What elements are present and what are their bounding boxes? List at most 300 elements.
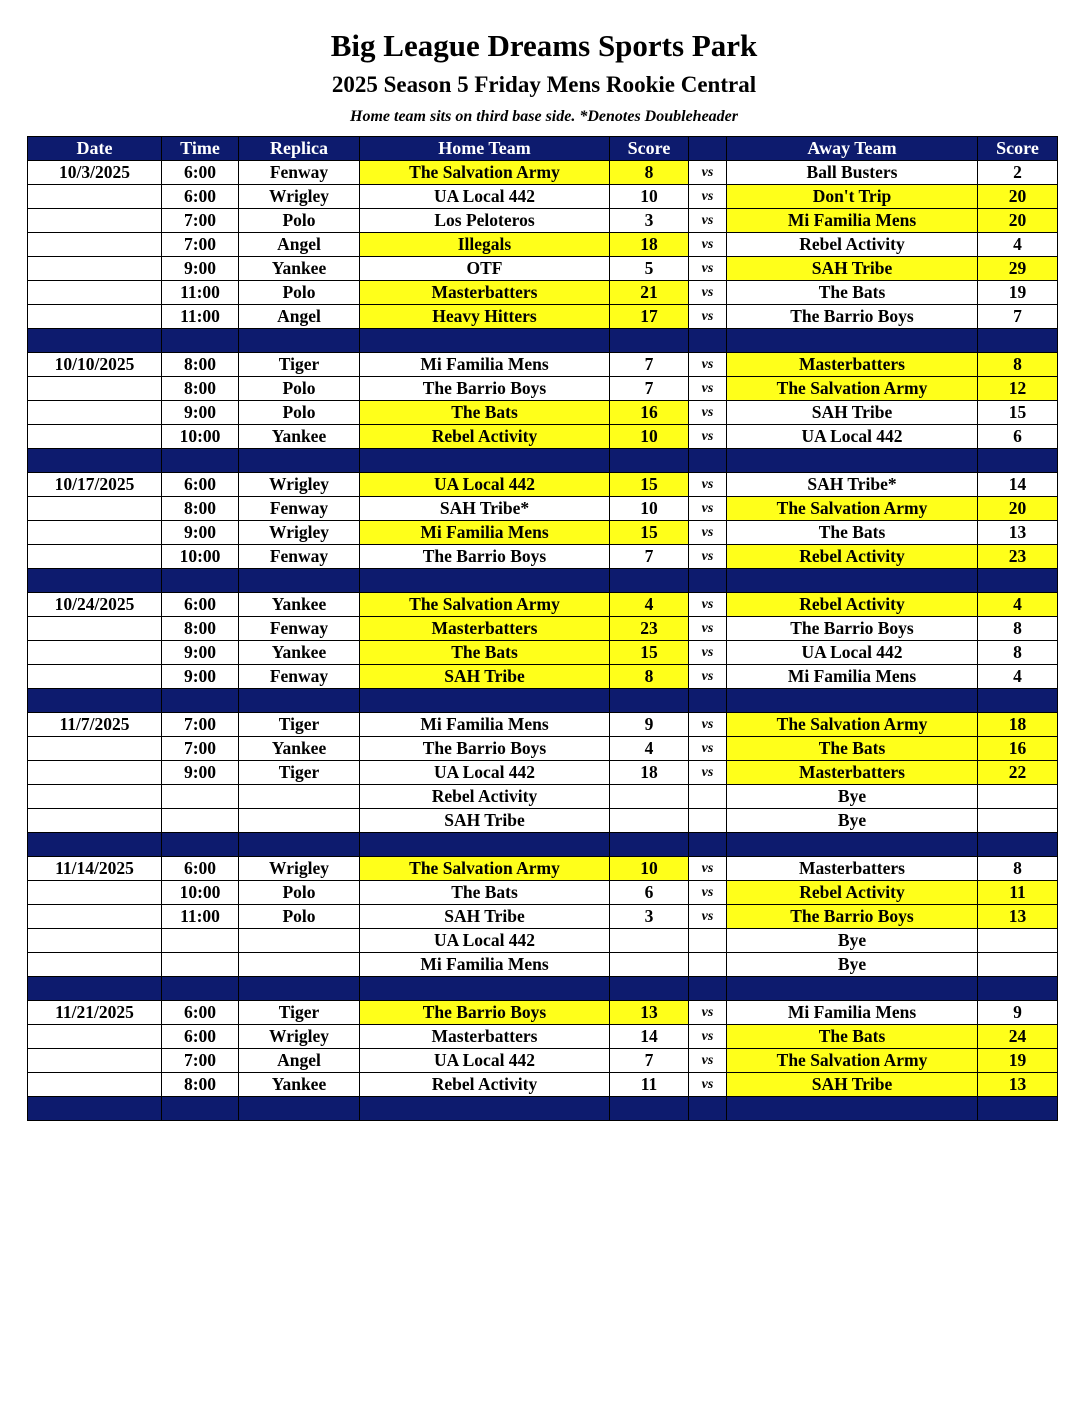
page-note: Home team sits on third base side. *Denotes Doubleheader — [350, 108, 738, 125]
home-score: 8 — [610, 665, 689, 689]
game-replica: Polo — [239, 905, 360, 929]
away-team: UA Local 442 — [727, 641, 978, 665]
game-replica: Wrigley — [239, 1025, 360, 1049]
separator-cell — [978, 833, 1058, 857]
home-score — [610, 953, 689, 977]
game-time: 8:00 — [162, 617, 239, 641]
game-replica: Yankee — [239, 593, 360, 617]
separator-cell — [689, 1097, 727, 1121]
home-team: Masterbatters — [360, 1025, 610, 1049]
game-replica: Wrigley — [239, 857, 360, 881]
home-team: The Barrio Boys — [360, 1001, 610, 1025]
separator-cell — [28, 1097, 162, 1121]
separator-cell — [239, 329, 360, 353]
game-date — [28, 881, 162, 905]
away-score: 23 — [978, 545, 1058, 569]
vs-label: vs — [689, 641, 727, 665]
away-score: 12 — [978, 377, 1058, 401]
home-team: SAH Tribe* — [360, 497, 610, 521]
home-score: 15 — [610, 521, 689, 545]
home-score: 4 — [610, 737, 689, 761]
game-row — [28, 761, 1058, 785]
game-time: 11:00 — [162, 905, 239, 929]
game-row — [28, 377, 1058, 401]
game-replica — [239, 809, 360, 833]
game-replica: Yankee — [239, 257, 360, 281]
home-score: 5 — [610, 257, 689, 281]
home-score: 10 — [610, 497, 689, 521]
game-time: 6:00 — [162, 593, 239, 617]
separator-cell — [239, 977, 360, 1001]
game-replica: Angel — [239, 1049, 360, 1073]
home-score: 8 — [610, 161, 689, 185]
away-team: The Bats — [727, 737, 978, 761]
away-team: SAH Tribe — [727, 1073, 978, 1097]
away-team: Mi Familia Mens — [727, 665, 978, 689]
game-time: 9:00 — [162, 257, 239, 281]
vs-label — [689, 929, 727, 953]
home-team: UA Local 442 — [360, 929, 610, 953]
game-time: 6:00 — [162, 473, 239, 497]
col-header-replica: Replica — [239, 137, 360, 161]
vs-label — [689, 953, 727, 977]
separator-cell — [162, 569, 239, 593]
game-replica: Wrigley — [239, 521, 360, 545]
game-time: 11:00 — [162, 305, 239, 329]
away-score: 13 — [978, 1073, 1058, 1097]
away-score: 14 — [978, 473, 1058, 497]
vs-label: vs — [689, 377, 727, 401]
separator-cell — [239, 1097, 360, 1121]
separator-cell — [360, 689, 610, 713]
game-date — [28, 1049, 162, 1073]
home-score: 15 — [610, 641, 689, 665]
separator-cell — [689, 977, 727, 1001]
col-header-away-score: Score — [978, 137, 1058, 161]
schedule-table — [27, 136, 1058, 1121]
separator-cell — [610, 329, 689, 353]
game-date — [28, 521, 162, 545]
game-date: 11/7/2025 — [28, 713, 162, 737]
home-team: Illegals — [360, 233, 610, 257]
game-row — [28, 1073, 1058, 1097]
game-date — [28, 809, 162, 833]
game-replica: Polo — [239, 209, 360, 233]
vs-label: vs — [689, 737, 727, 761]
home-score: 3 — [610, 905, 689, 929]
away-score: 16 — [978, 737, 1058, 761]
game-time: 7:00 — [162, 233, 239, 257]
away-team: Mi Familia Mens — [727, 209, 978, 233]
home-team: UA Local 442 — [360, 1049, 610, 1073]
separator-cell — [610, 1097, 689, 1121]
game-row — [28, 905, 1058, 929]
vs-label: vs — [689, 401, 727, 425]
home-team: Masterbatters — [360, 281, 610, 305]
game-date — [28, 665, 162, 689]
game-date — [28, 425, 162, 449]
vs-label: vs — [689, 905, 727, 929]
game-row — [28, 545, 1058, 569]
game-date — [28, 281, 162, 305]
separator-cell — [28, 449, 162, 473]
game-date: 10/10/2025 — [28, 353, 162, 377]
home-team: UA Local 442 — [360, 185, 610, 209]
away-score — [978, 785, 1058, 809]
home-team: Masterbatters — [360, 617, 610, 641]
home-team: Mi Familia Mens — [360, 353, 610, 377]
away-score: 20 — [978, 497, 1058, 521]
home-score: 16 — [610, 401, 689, 425]
home-team: Rebel Activity — [360, 785, 610, 809]
game-date — [28, 737, 162, 761]
vs-label: vs — [689, 593, 727, 617]
home-score: 6 — [610, 881, 689, 905]
home-score: 3 — [610, 209, 689, 233]
game-replica: Wrigley — [239, 473, 360, 497]
game-replica: Yankee — [239, 737, 360, 761]
game-row — [28, 425, 1058, 449]
away-team: Masterbatters — [727, 761, 978, 785]
away-team: The Salvation Army — [727, 497, 978, 521]
game-time — [162, 929, 239, 953]
week-separator-row — [28, 1097, 1058, 1121]
game-date — [28, 929, 162, 953]
game-date — [28, 1073, 162, 1097]
away-score: 18 — [978, 713, 1058, 737]
separator-cell — [28, 689, 162, 713]
col-header-date: Date — [28, 137, 162, 161]
away-team: The Salvation Army — [727, 377, 978, 401]
separator-cell — [360, 977, 610, 1001]
game-row — [28, 233, 1058, 257]
away-team: Masterbatters — [727, 353, 978, 377]
away-score — [978, 809, 1058, 833]
vs-label: vs — [689, 521, 727, 545]
game-time: 9:00 — [162, 665, 239, 689]
game-time: 6:00 — [162, 1025, 239, 1049]
vs-label: vs — [689, 881, 727, 905]
separator-cell — [978, 329, 1058, 353]
page-title: Big League Dreams Sports Park — [330, 28, 758, 63]
away-team: Rebel Activity — [727, 233, 978, 257]
separator-cell — [28, 569, 162, 593]
separator-cell — [239, 689, 360, 713]
game-row — [28, 473, 1058, 497]
separator-cell — [978, 977, 1058, 1001]
home-team: The Salvation Army — [360, 161, 610, 185]
home-team: Mi Familia Mens — [360, 521, 610, 545]
game-date — [28, 209, 162, 233]
game-time: 9:00 — [162, 761, 239, 785]
vs-label: vs — [689, 665, 727, 689]
game-time: 9:00 — [162, 641, 239, 665]
separator-cell — [689, 449, 727, 473]
away-score: 22 — [978, 761, 1058, 785]
separator-cell — [360, 833, 610, 857]
game-replica — [239, 785, 360, 809]
game-date: 11/21/2025 — [28, 1001, 162, 1025]
page-subtitle: 2025 Season 5 Friday Mens Rookie Central — [331, 72, 757, 97]
away-score: 20 — [978, 185, 1058, 209]
away-team: The Barrio Boys — [727, 617, 978, 641]
home-score: 7 — [610, 353, 689, 377]
home-team: The Bats — [360, 401, 610, 425]
separator-cell — [978, 1097, 1058, 1121]
vs-label: vs — [689, 305, 727, 329]
separator-cell — [727, 329, 978, 353]
game-time: 9:00 — [162, 401, 239, 425]
separator-cell — [610, 977, 689, 1001]
game-time: 6:00 — [162, 185, 239, 209]
home-score: 21 — [610, 281, 689, 305]
game-time: 7:00 — [162, 1049, 239, 1073]
away-score: 11 — [978, 881, 1058, 905]
game-replica: Tiger — [239, 353, 360, 377]
separator-cell — [610, 449, 689, 473]
vs-label: vs — [689, 233, 727, 257]
game-row — [28, 785, 1058, 809]
game-date: 10/17/2025 — [28, 473, 162, 497]
home-team: The Salvation Army — [360, 857, 610, 881]
away-team: The Salvation Army — [727, 1049, 978, 1073]
game-row — [28, 809, 1058, 833]
game-replica: Polo — [239, 281, 360, 305]
vs-label: vs — [689, 353, 727, 377]
col-header-vs — [689, 137, 727, 161]
game-replica: Fenway — [239, 545, 360, 569]
away-team: Bye — [727, 953, 978, 977]
game-replica — [239, 953, 360, 977]
away-team: The Barrio Boys — [727, 905, 978, 929]
vs-label: vs — [689, 257, 727, 281]
vs-label: vs — [689, 473, 727, 497]
game-row — [28, 1001, 1058, 1025]
away-team: The Bats — [727, 521, 978, 545]
separator-cell — [360, 569, 610, 593]
week-separator-row — [28, 833, 1058, 857]
home-team: SAH Tribe — [360, 905, 610, 929]
game-time — [162, 809, 239, 833]
away-team: Masterbatters — [727, 857, 978, 881]
away-score: 13 — [978, 521, 1058, 545]
away-score: 20 — [978, 209, 1058, 233]
game-replica: Yankee — [239, 425, 360, 449]
header-row — [28, 137, 1058, 161]
home-team: UA Local 442 — [360, 761, 610, 785]
separator-cell — [162, 1097, 239, 1121]
game-replica: Fenway — [239, 161, 360, 185]
game-time: 8:00 — [162, 377, 239, 401]
game-date — [28, 497, 162, 521]
home-score: 10 — [610, 857, 689, 881]
away-team: SAH Tribe* — [727, 473, 978, 497]
home-score: 7 — [610, 545, 689, 569]
game-date — [28, 545, 162, 569]
game-date — [28, 401, 162, 425]
game-time — [162, 953, 239, 977]
separator-cell — [239, 449, 360, 473]
game-time: 6:00 — [162, 1001, 239, 1025]
away-score: 4 — [978, 593, 1058, 617]
separator-cell — [162, 449, 239, 473]
game-time — [162, 785, 239, 809]
separator-cell — [727, 689, 978, 713]
separator-cell — [360, 1097, 610, 1121]
separator-cell — [978, 689, 1058, 713]
home-team: The Bats — [360, 881, 610, 905]
separator-cell — [610, 569, 689, 593]
game-row — [28, 521, 1058, 545]
away-team: Rebel Activity — [727, 881, 978, 905]
away-score: 2 — [978, 161, 1058, 185]
separator-cell — [162, 977, 239, 1001]
away-score: 8 — [978, 857, 1058, 881]
home-score — [610, 929, 689, 953]
away-score: 8 — [978, 353, 1058, 377]
vs-label: vs — [689, 617, 727, 641]
game-replica: Tiger — [239, 1001, 360, 1025]
separator-cell — [28, 977, 162, 1001]
vs-label: vs — [689, 545, 727, 569]
home-score: 10 — [610, 185, 689, 209]
vs-label: vs — [689, 1001, 727, 1025]
game-row — [28, 1049, 1058, 1073]
game-row — [28, 593, 1058, 617]
vs-label: vs — [689, 425, 727, 449]
game-replica: Yankee — [239, 1073, 360, 1097]
vs-label: vs — [689, 185, 727, 209]
game-time: 10:00 — [162, 425, 239, 449]
game-replica: Fenway — [239, 665, 360, 689]
home-score: 11 — [610, 1073, 689, 1097]
game-date — [28, 905, 162, 929]
home-score: 10 — [610, 425, 689, 449]
game-date — [28, 617, 162, 641]
game-time: 7:00 — [162, 209, 239, 233]
separator-cell — [689, 329, 727, 353]
game-row — [28, 497, 1058, 521]
col-header-home-score: Score — [610, 137, 689, 161]
game-date — [28, 233, 162, 257]
home-score: 18 — [610, 761, 689, 785]
game-time: 8:00 — [162, 353, 239, 377]
game-time: 10:00 — [162, 545, 239, 569]
separator-cell — [727, 833, 978, 857]
away-team: Bye — [727, 785, 978, 809]
away-score: 15 — [978, 401, 1058, 425]
vs-label — [689, 809, 727, 833]
away-team: The Barrio Boys — [727, 305, 978, 329]
separator-cell — [28, 833, 162, 857]
away-score: 8 — [978, 617, 1058, 641]
away-team: SAH Tribe — [727, 401, 978, 425]
game-row — [28, 737, 1058, 761]
game-row — [28, 953, 1058, 977]
game-row — [28, 161, 1058, 185]
home-team: The Barrio Boys — [360, 545, 610, 569]
game-row — [28, 641, 1058, 665]
game-replica: Wrigley — [239, 185, 360, 209]
away-score: 4 — [978, 665, 1058, 689]
game-replica: Yankee — [239, 641, 360, 665]
vs-label — [689, 785, 727, 809]
away-score: 7 — [978, 305, 1058, 329]
game-replica: Tiger — [239, 761, 360, 785]
vs-label: vs — [689, 497, 727, 521]
home-team: Mi Familia Mens — [360, 713, 610, 737]
home-team: The Salvation Army — [360, 593, 610, 617]
home-team: UA Local 442 — [360, 473, 610, 497]
away-score: 9 — [978, 1001, 1058, 1025]
game-row — [28, 257, 1058, 281]
game-row — [28, 665, 1058, 689]
game-replica: Polo — [239, 881, 360, 905]
game-date — [28, 185, 162, 209]
away-score: 29 — [978, 257, 1058, 281]
away-team: UA Local 442 — [727, 425, 978, 449]
vs-label: vs — [689, 281, 727, 305]
home-team: Rebel Activity — [360, 425, 610, 449]
separator-cell — [360, 449, 610, 473]
separator-cell — [727, 977, 978, 1001]
separator-cell — [162, 329, 239, 353]
home-team: The Barrio Boys — [360, 377, 610, 401]
week-separator-row — [28, 689, 1058, 713]
game-row — [28, 881, 1058, 905]
game-replica: Angel — [239, 305, 360, 329]
vs-label: vs — [689, 161, 727, 185]
separator-cell — [239, 833, 360, 857]
game-row — [28, 857, 1058, 881]
away-score: 24 — [978, 1025, 1058, 1049]
home-team: SAH Tribe — [360, 809, 610, 833]
game-date — [28, 377, 162, 401]
away-team: The Bats — [727, 281, 978, 305]
home-score: 18 — [610, 233, 689, 257]
game-row — [28, 305, 1058, 329]
home-team: Heavy Hitters — [360, 305, 610, 329]
game-date: 10/3/2025 — [28, 161, 162, 185]
separator-cell — [689, 689, 727, 713]
game-date — [28, 953, 162, 977]
home-score — [610, 809, 689, 833]
separator-cell — [28, 329, 162, 353]
separator-cell — [978, 449, 1058, 473]
game-time: 11:00 — [162, 281, 239, 305]
home-team: The Barrio Boys — [360, 737, 610, 761]
separator-cell — [727, 1097, 978, 1121]
game-date: 11/14/2025 — [28, 857, 162, 881]
vs-label: vs — [689, 1025, 727, 1049]
home-score: 17 — [610, 305, 689, 329]
home-team: Mi Familia Mens — [360, 953, 610, 977]
game-replica: Tiger — [239, 713, 360, 737]
away-score — [978, 953, 1058, 977]
away-score: 19 — [978, 281, 1058, 305]
home-score: 23 — [610, 617, 689, 641]
home-team: Rebel Activity — [360, 1073, 610, 1097]
separator-cell — [689, 833, 727, 857]
game-row — [28, 617, 1058, 641]
game-date — [28, 641, 162, 665]
col-header-home-team: Home Team — [360, 137, 610, 161]
week-separator-row — [28, 977, 1058, 1001]
home-score: 15 — [610, 473, 689, 497]
away-team: Rebel Activity — [727, 593, 978, 617]
home-team: The Bats — [360, 641, 610, 665]
game-time: 6:00 — [162, 161, 239, 185]
